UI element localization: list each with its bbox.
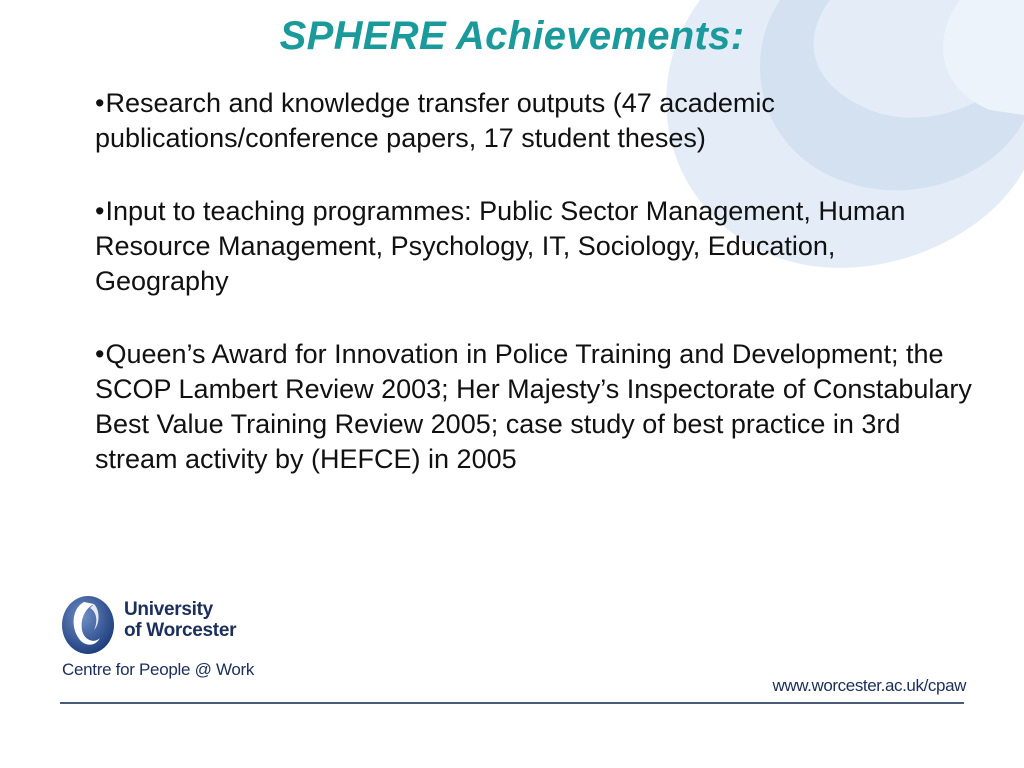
bullet-text: Input to teaching programmes: Public Sector Management, Human Resource Management, Psychology, IT, Sociology, Education, Geography [95, 196, 906, 296]
university-emblem-icon [60, 594, 118, 656]
slide-title: SPHERE Achievements: [279, 14, 745, 58]
bullet-list [95, 86, 975, 515]
bullet-item [95, 86, 975, 156]
bullet-marker: • [95, 88, 105, 118]
bullet-item [95, 337, 975, 477]
bullet-text: Research and knowledge transfer outputs (47 academic publications/conference papers, 17 student theses) [95, 88, 775, 153]
footer-divider [60, 702, 964, 704]
bullet-marker: • [95, 339, 105, 369]
centre-name: Centre for People @ Work [62, 660, 255, 679]
logo-text-line1: University [124, 599, 213, 620]
footer-url-link[interactable]: www.worcester.ac.uk/cpaw [772, 676, 966, 695]
bullet-marker: • [95, 196, 105, 226]
logo-text-line2: of Worcester [124, 620, 237, 641]
bullet-item [95, 194, 975, 299]
bullet-text: Queen’s Award for Innovation in Police Training and Development; the SCOP Lambert Review 2003; Her Majesty’s Inspectorate of Constabulary Best Value Training Review 2005; case study of best practice in 3rd stream activity by (HEFCE) in 2005 [95, 339, 972, 474]
